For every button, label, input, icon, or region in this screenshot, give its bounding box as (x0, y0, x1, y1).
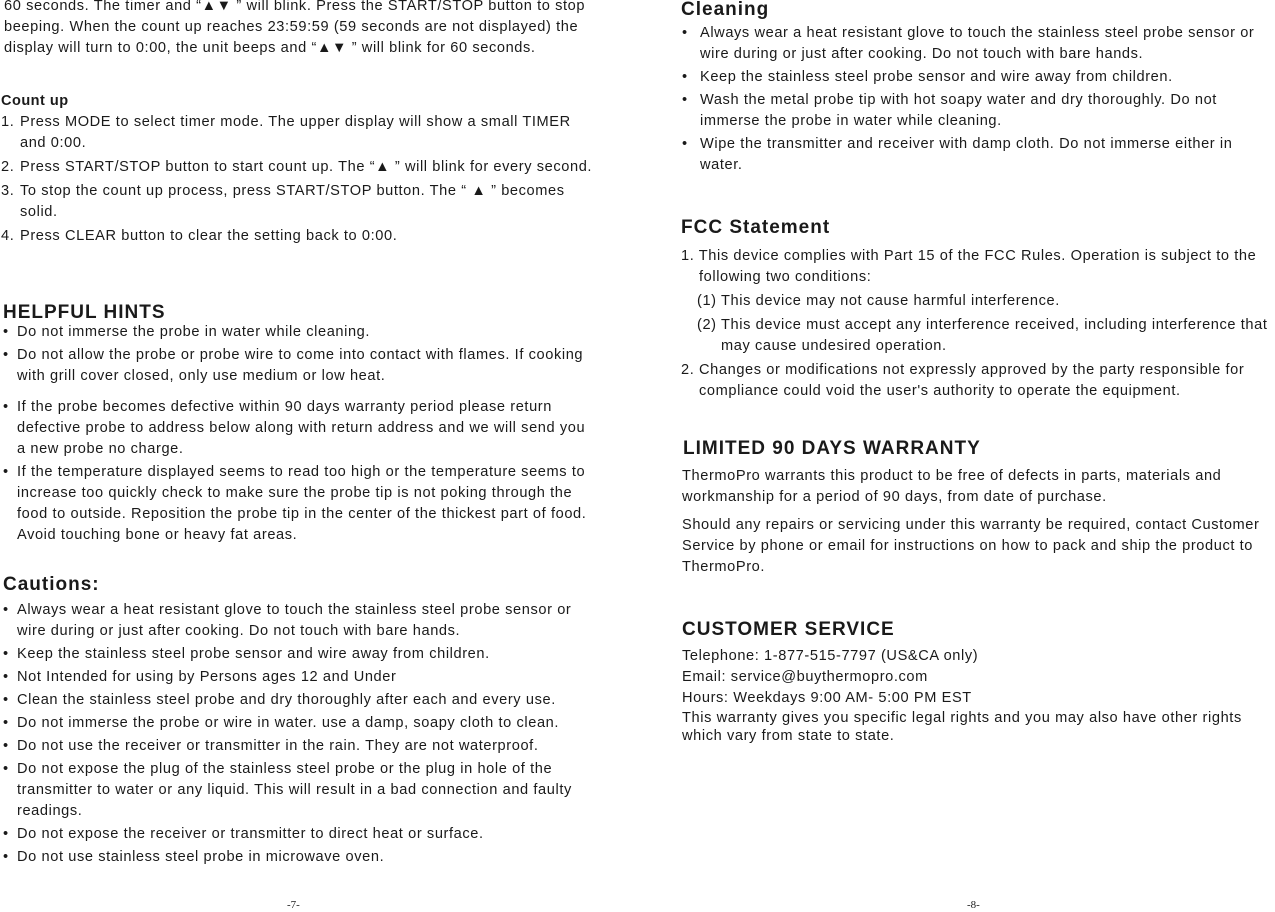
caution-item: • Do not expose the receiver or transmitter to direct heat or surface. (3, 824, 599, 845)
caution-item: • Do not expose the plug of the stainless steel probe or the plug in hole of the transmitter to water or any liquid. This will result in a bad connection and faulty readings. (3, 759, 599, 822)
cleaning-item: • Wipe the transmitter and receiver with damp cloth. Do not immerse either in water. (680, 134, 1274, 176)
telephone-line: Telephone: 1-877-515-7797 (US&CA only) (682, 648, 979, 664)
count-up-step (1, 181, 595, 223)
cleaning-section (680, 23, 1274, 178)
caution-item: • Always wear a heat resistant glove to touch the stainless steel probe sensor or wire during or just after cooking. Do not touch with bare hands. (3, 600, 599, 642)
hint-item: • Do not immerse the probe in water while cleaning. (3, 322, 595, 343)
count-up-step (1, 157, 595, 178)
cleaning-list (680, 23, 1274, 176)
cautions-heading: Cautions: (3, 574, 100, 595)
hint-item: • If the temperature displayed seems to read too high or the temperature seems to increase too quickly check to make sure the probe tip is not poking through the food to outside. Reposition the probe tip in the center of the thickest part of food. Avoid touching bone or heavy fat areas. (3, 462, 595, 546)
step-text: Press MODE to select timer mode. The upper display will show a small TIMER and 0:00. (20, 114, 571, 151)
warranty-paragraph: Should any repairs or servicing under this warranty be required, contact Customer Service by phone or email for instructions on how to pack and ship the product to ThermoPro. (682, 517, 1260, 575)
hint-item: • If the probe becomes defective within 90 days warranty period please return defective probe to address below along with return address and we will send you a new probe no charge. (3, 397, 595, 460)
step-number: 4. (1, 228, 15, 244)
count-up-heading: Count up (1, 93, 69, 109)
count-up-step (1, 226, 595, 247)
fcc-item-1: 1. This device complies with Part 15 of the FCC Rules. Operation is subject to the following two conditions: (681, 248, 1257, 285)
cleaning-item: • Keep the stainless steel probe sensor and wire away from children. (680, 67, 1274, 88)
manual-page-8 (676, 0, 1275, 912)
warranty-heading: LIMITED 90 DAYS WARRANTY (683, 438, 981, 459)
hint-item: • Do not allow the probe or probe wire to come into contact with flames. If cooking with grill cover closed, only use medium or low heat. (3, 345, 595, 387)
manual-page-7 (0, 0, 600, 912)
step-number: 1. (1, 114, 15, 130)
fcc-section (681, 246, 1275, 402)
caution-item: • Do not immerse the probe or wire in water. use a damp, soapy cloth to clean. (3, 713, 599, 734)
cleaning-heading: Cleaning (681, 0, 770, 20)
warranty-section (682, 466, 1275, 578)
cleaning-item: • Always wear a heat resistant glove to touch the stainless steel probe sensor or wire during or just after cooking. Do not touch with bare hands. (680, 23, 1274, 65)
fcc-condition-1: (1) This device may not cause harmful interference. (697, 293, 1060, 309)
cautions-list (3, 600, 599, 868)
step-number: 3. (1, 183, 15, 199)
customer-service-heading: CUSTOMER SERVICE (682, 619, 895, 640)
step-text: To stop the count up process, press START/STOP button. The “ ▲ ” becomes solid. (20, 183, 565, 220)
hours-line: Hours: Weekdays 9:00 AM- 5:00 PM EST (682, 690, 972, 706)
cautions-section (3, 600, 599, 870)
intro-paragraph (4, 0, 594, 59)
helpful-hints-heading: HELPFUL HINTS (3, 302, 166, 323)
helpful-hints-list (3, 322, 595, 546)
caution-item: • Do not use stainless steel probe in microwave oven. (3, 847, 599, 868)
count-up-steps (1, 112, 595, 247)
email-line: Email: service@buythermopro.com (682, 669, 928, 685)
customer-service-section (682, 646, 1275, 745)
fcc-heading: FCC Statement (681, 217, 831, 238)
caution-item: • Keep the stainless steel probe sensor and wire away from children. (3, 644, 599, 665)
page-number: -7- (287, 899, 300, 911)
step-number: 2. (1, 159, 15, 175)
caution-item: • Not Intended for using by Persons ages 12 and Under (3, 667, 599, 688)
step-text: Press CLEAR button to clear the setting back to 0:00. (20, 228, 398, 244)
cleaning-item: • Wash the metal probe tip with hot soapy water and dry thoroughly. Do not immerse the probe in water while cleaning. (680, 90, 1274, 132)
caution-item: • Clean the stainless steel probe and dry thoroughly after each and every use. (3, 690, 599, 711)
page-number: -8- (967, 899, 980, 911)
intro-text: 60 seconds. The timer and “▲▼ ” will blink. Press the START/STOP button to stop beeping. When the count up reaches 23:59:59 (59 seconds are not displayed) the display will turn to 0:00, the unit beeps and “▲▼ ” will blink for 60 seconds. (4, 0, 586, 56)
count-up-step (1, 112, 595, 154)
step-text: Press START/STOP button to start count up. The “▲ ” will blink for every second. (20, 159, 593, 175)
helpful-hints-section (3, 322, 595, 548)
caution-item: • Do not use the receiver or transmitter in the rain. They are not waterproof. (3, 736, 599, 757)
legal-rights-text: This warranty gives you specific legal rights and you may also have other rights which vary from state to state. (682, 710, 1242, 744)
fcc-item-2: 2. Changes or modifications not expressly approved by the party responsible for compliance could void the user's authority to operate the equipment. (681, 362, 1245, 399)
fcc-condition-2: (2) This device must accept any interference received, including interference that may cause undesired operation. (697, 317, 1268, 354)
count-up-section (1, 91, 595, 250)
warranty-paragraph: ThermoPro warrants this product to be free of defects in parts, materials and workmanship for a period of 90 days, from date of purchase. (682, 468, 1222, 505)
